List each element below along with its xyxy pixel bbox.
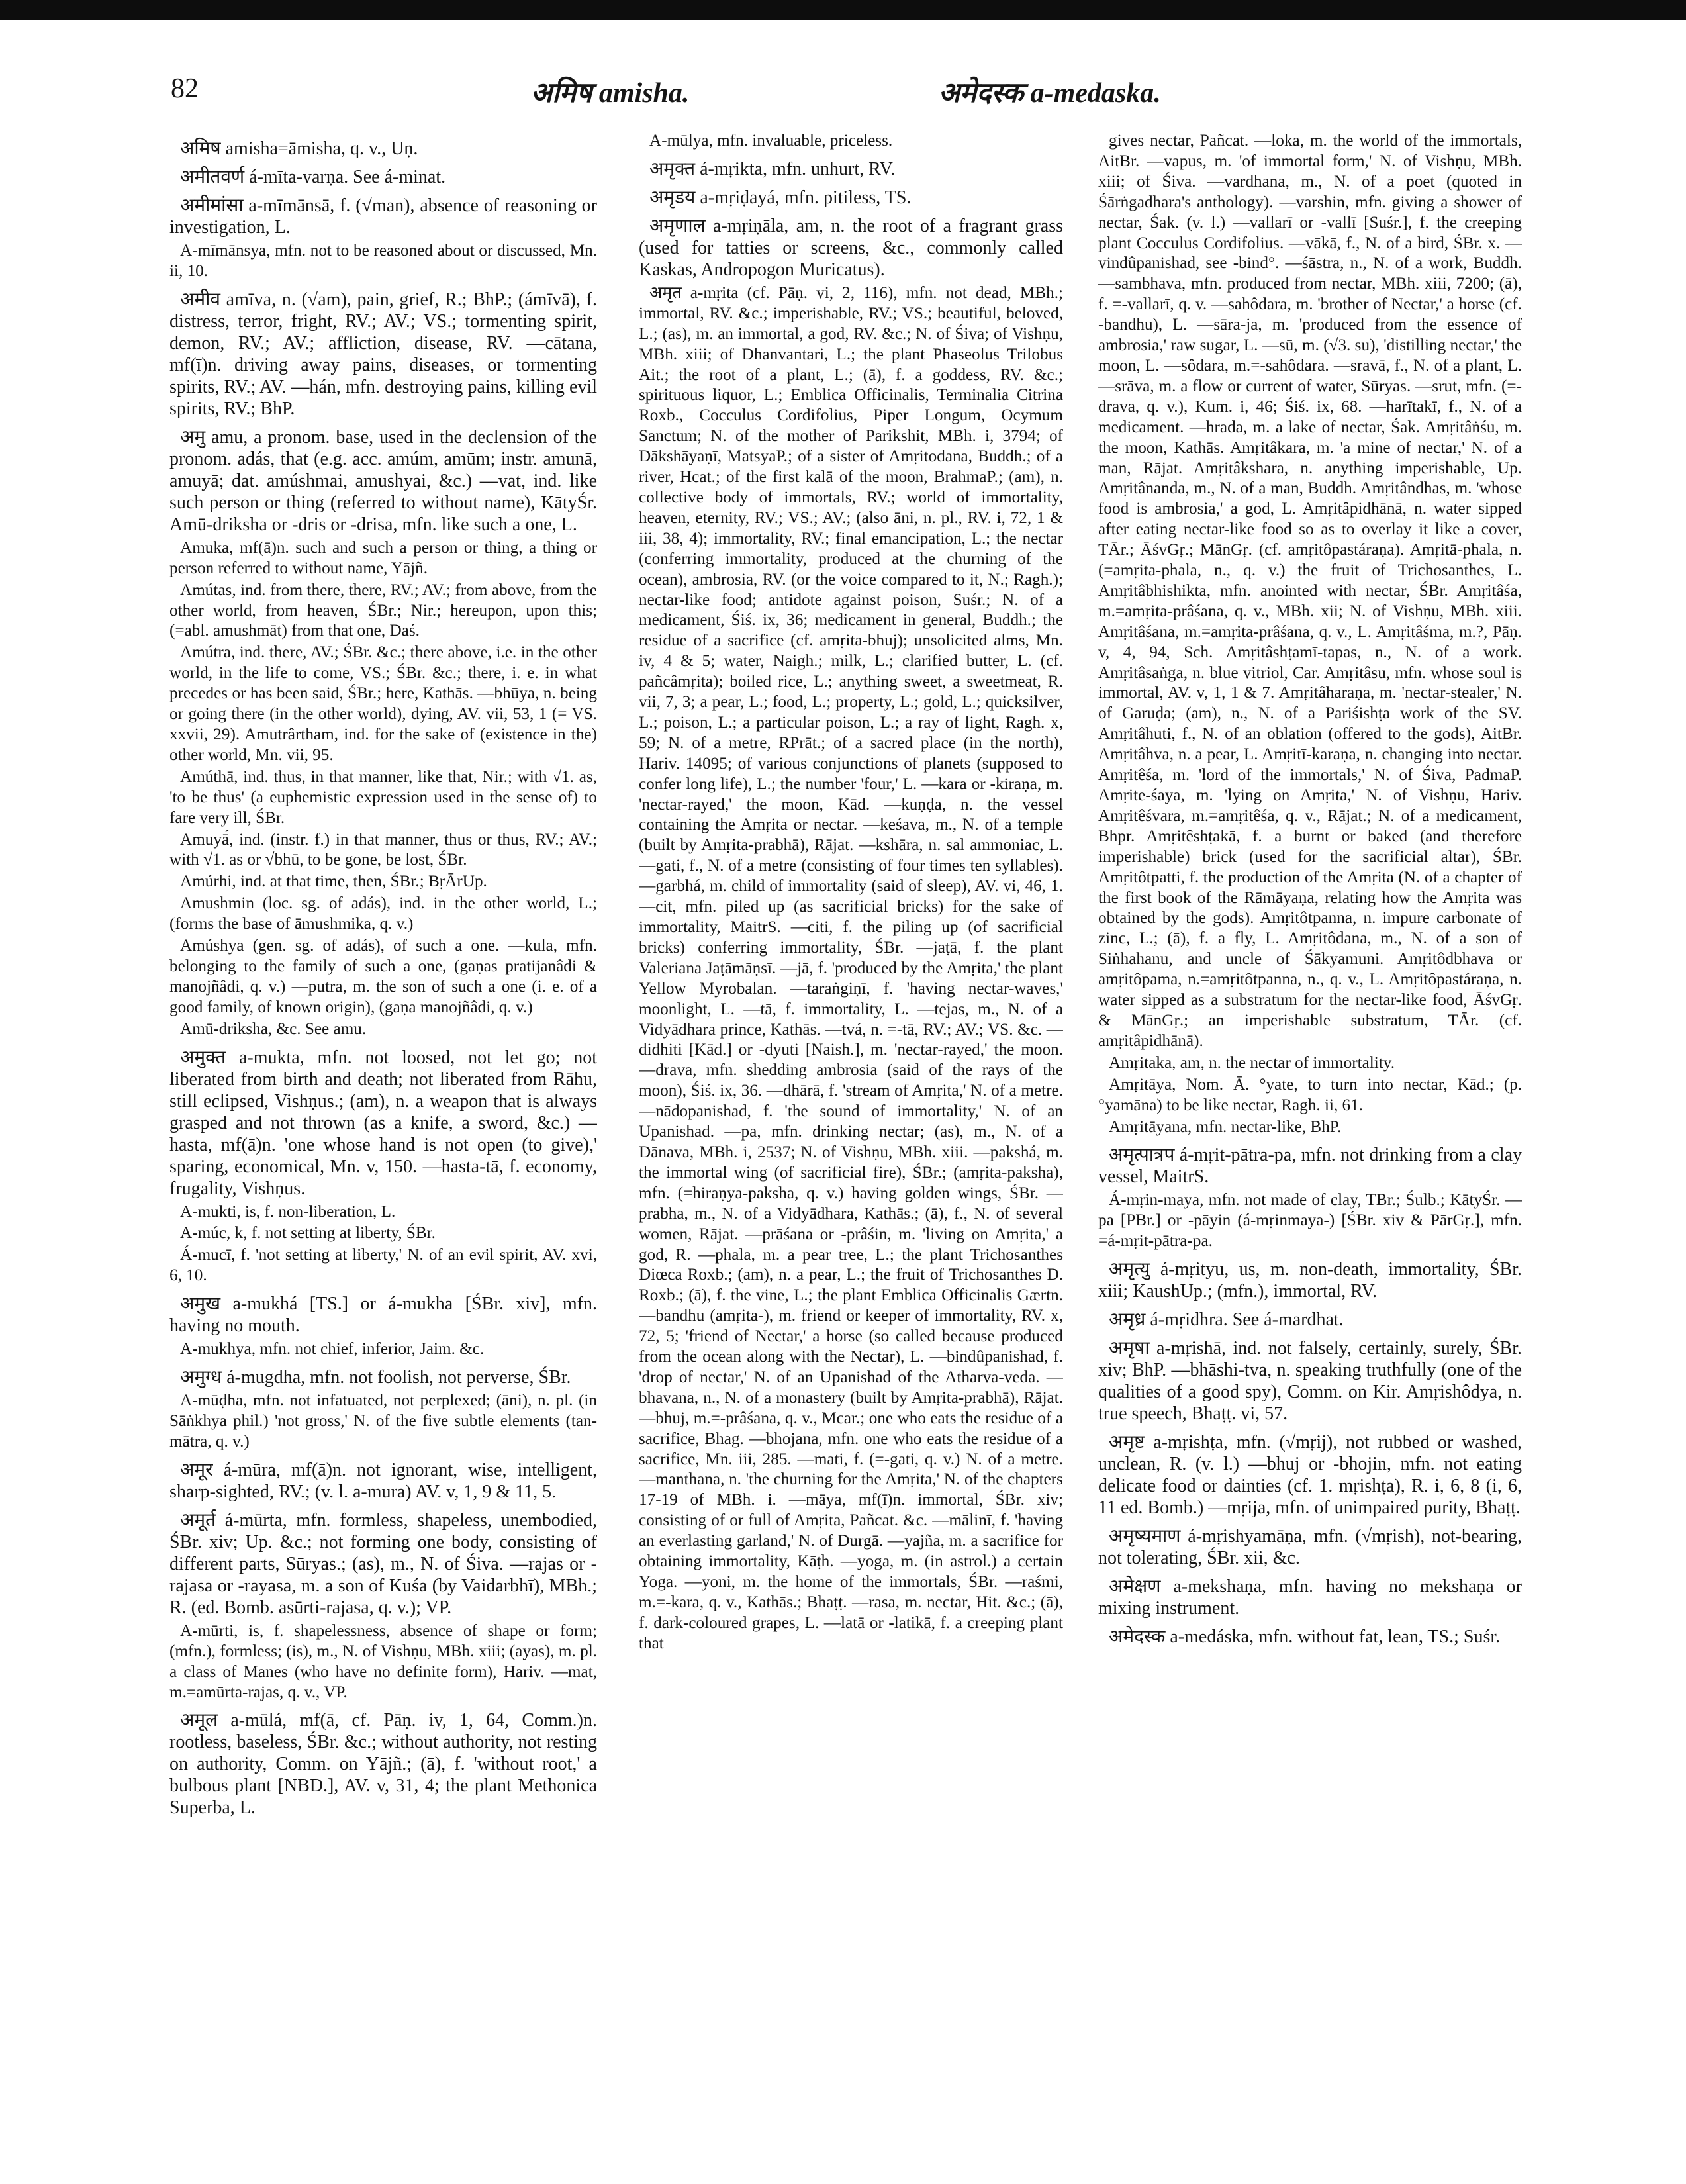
dictionary-entry: A-mūḍha, mfn. not infatuated, not perplexed; (āni), n. pl. (in Sāṅkhya phil.) 'not gross,' N. of the five subtle elements (tan-mātra, q. v.) [169, 1392, 597, 1450]
dictionary-entry: अमृषा a-mṛishā, ind. not falsely, certainly, surely, ŚBr. xiv; BhP. —bhāshi-tva, n. speaking truthfully (one of the qualities of a good spy), Comm. on Kir. Amṛishôdya, n. true speech, Bhaṭṭ. vi, 57. [1098, 1338, 1522, 1425]
dictionary-entry: A-mukhya, mfn. not chief, inferior, Jaim. &c. [180, 1340, 485, 1358]
dictionary-entry: अमेदस्क a-medáska, mfn. without fat, lean, TS.; Suśr. [1109, 1627, 1501, 1648]
dictionary-entry: Amúrhi, ind. at that time, then, ŚBr.; BṛĀrUp. [180, 873, 487, 891]
dictionary-entry: अमिष amisha=āmisha, q. v., Uṇ. [180, 138, 418, 159]
dictionary-entry: अमीव amīva, n. (√am), pain, grief, R.; BhP.; (ámīvā), f. distress, terror, fright, RV.; AV.; VS.; tormenting spirit, demon, RV.; AV.; affliction, disease, RV. —cātana, mf(ī)n. driving away pains, diseases, or tormenting spirits, RV.; AV. —hán, mfn. destroying pains, killing evil spirits, RV.; BhP. [169, 289, 597, 419]
column-3 [1098, 131, 1522, 2167]
dictionary-entry: A-mīmānsya, mfn. not to be reasoned about or discussed, Mn. ii, 10. [169, 242, 597, 280]
dictionary-entry: A-múc, k, f. not setting at liberty, ŚBr. [180, 1224, 436, 1243]
dictionary-entry: अमृणाल a-mṛiṇāla, am, n. the root of a fragrant grass (used for tatties or screens, &c., commonly called Kaskas, Andropogon Muricatus). [639, 215, 1063, 280]
dictionary-entry: Á-mṛin-maya, mfn. not made of clay, TBr.; Śulb.; KātyŚr. —pa [PBr.] or -pāyin (á-mṛinmaya-) [ŚBr. xiv & PārGṛ.], mfn. =á-mṛit-pātra-pa. [1098, 1191, 1522, 1251]
column-2 [639, 131, 1063, 2167]
dictionary-entry: gives nectar, Pañcat. —loka, m. the world of the immortals, AitBr. —vapus, m. 'of immortal form,' N. of Vishṇu, MBh. xiii; of Śiva. —vardhana, m., N. of a poet (quoted in Śārṅgadhara's anthology). —varshin, mfn. giving a shower of nectar, Śak. (v. l.) —vallarī or -vallī [Suśr.], f. the creeping plant Cocculus Cordifolius. —vākā, f., N. of a bird, ŚBr. x. —vindûpanishad, see -bind°. —śāstra, n., N. of a work, Buddh. —sambhava, mfn. produced from nectar, MBh. xiii, 7200; (ā), f. =-vallarī, q. v. —sahôdara, m. 'brother of Nectar,' a horse (cf. -bandhu), L. —sāra-ja, m. 'produced from the essence of ambrosia,' raw sugar, L. —sū, m. (√3. su), 'distilling nectar,' the moon, L. —sôdara, m.=-sahôdara. —sravā, f., N. of a plant, L. —srāva, m. a flow or current of water, Sūryas. —srut, mfn. (=-drava, q. v.), Kum. i, 46; Śiś. ix, 68. —harītakī, f., N. of a medicament. —hrada, m. a lake of nectar, Śak. Amṛitâṅśu, m. the moon, Kathās. Amṛitâkara, m. 'a mine of nectar,' N. of a man, Rājat. Amṛitâkshara, n. anything imperishable, Up. Amṛitânanda, m., N. of a man, Buddh. Amṛitândhas, m. 'whose food is ambrosia,' a god, L. Amṛitâpidhānā, n. water sipped after eating nectar-like food so as to overlay it like a cover, TĀr.; ĀśvGṛ.; MānGṛ. (cf. amṛitôpastáraṇa). Amṛitā-phala, n. (=amṛita-phala, n., q. v.) the fruit of Trichosanthes, L. Amṛitâbhishikta, mfn. anointed with nectar, ŚBr. Amṛitâśa, m.=amṛita-prâśana, q. v., MBh. xii; N. of Vishṇu, MBh. xiii. Amṛitâśana, m.=amṛita-prâśana, q. v., L. Amṛitâśma, m.?, Pāṇ. v, 4, 94, Sch. Amṛitâshṭamī-tapas, n., N. of a work. Amṛitâsaṅga, n. blue vitriol, Car. Amṛitâsu, mfn. whose soul is immortal, AV. v, 1, 1 & 7. Amṛitâharaṇa, m. 'nectar-stealer,' N. of Garuḍa; (am), n., N. of a Pariśishṭa work of the SV. Amṛitâhuti, f., N. of an oblation (offered to the gods), AitBr. Amṛitâhva, n. a pear, L. Amṛitī-karaṇa, n. changing into nectar. Amṛitêśa, m. 'lord of the immortals,' N. of Śiva, PadmaP. Amṛite-śaya, m. 'lying on Amṛita,' N. of Vishṇu, Hariv. Amṛitêśvara, m.=amṛitêśa, q. v., Rājat.; N. of a medicament, Bhpr. Amṛitêshṭakā, f. a burnt or baked (and therefore imperishable) brick (used for the sacrificial altar), ŚBr. Amṛitôtpatti, f. the production of the Amṛita (N. of a chapter of the first book of the Rāmāyaṇa, relating how the Amṛita was obtained by the gods). Amṛitôtpanna, n. impure carbonate of zinc, L.; (ā), f. a fly, L. Amṛitôdana, m., N. of a son of Siṅhahanu, and uncle of Śākyamuni. Amṛitôdbhava or amṛitôpama, n.=amṛitôtpanna, n., q. v., L. Amṛitôpastáraṇa, n. water sipped as a substratum for the nectar-like food, ĀśvGṛ. & MānGṛ.; an imperishable substratum, TĀr. (cf. amṛitâpidhānā). [1098, 132, 1522, 1050]
dictionary-entry: अमृष्यमाण á-mṛishyamāṇa, mfn. (√mṛish), not-bearing, not tolerating, ŚBr. xii, &c. [1098, 1526, 1522, 1569]
dictionary-entry: A-mūrti, is, f. shapelessness, absence of shape or form; (mfn.), formless; (is), m., N. of Vishṇu, MBh. xiii; (ayas), m. pl. a class of Manes (who have no definite form), Hariv. —mat, m.=amūrta-rajas, q. v., VP. [169, 1621, 597, 1701]
dictionary-entry: Amṛitaka, am, n. the nectar of immortality. [1109, 1053, 1395, 1072]
dictionary-entry: अमृक्त á-mṛikta, mfn. unhurt, RV. [649, 158, 896, 179]
dictionary-entry: अमृष्ट a-mṛishṭa, mfn. (√mṛij), not rubbed or washed, unclean, R. (v. l.) —bhuj or -bhojin, mfn. not eating delicate food or dainties (cf. 1. mṛishṭa), R. i, 6, 8 (i, 6, 11 ed. Bomb.) —mṛija, mfn. of unimpaired purity, Bhaṭṭ. [1098, 1432, 1522, 1519]
dictionary-entry: Amṛitāyana, mfn. nectar-like, BhP. [1109, 1117, 1342, 1136]
dictionary-entry: अमूर á-mūra, mf(ā)n. not ignorant, wise, intelligent, sharp-sighted, RV.; (v. l. a-mura) AV. v, 1, 9 & 11, 5. [169, 1459, 597, 1502]
left-running-head: अमिष amisha. [531, 78, 690, 109]
dictionary-entry: Amútas, ind. from there, there, RV.; AV.; from above, from the other world, from heaven, ŚBr.; Nir.; hereupon, upon this; (=abl. amushmāt) from that one, Daś. [169, 581, 597, 640]
dictionary-entry: अमुख a-mukhá [TS.] or á-mukha [ŚBr. xiv], mfn. having no mouth. [169, 1294, 597, 1337]
dictionary-entry: अमृत्पात्रप á-mṛit-pātra-pa, mfn. not drinking from a clay vessel, MaitrS. [1098, 1145, 1522, 1188]
dictionary-entry: अमूर्त á-mūrta, mfn. formless, shapeless, unembodied, ŚBr. xiv; Up. &c.; not forming one body, consisting of different parts, Sūryas.; (as), m., N. of Śiva. —rajas or -rajasa or -rayasa, m. a son of Kuśa (by Vaidarbhī), MBh.; R. (ed. Bomb. asūrti-rajasa, q. v.); VP. [169, 1509, 597, 1618]
dictionary-entry: अमृडय a-mṛiḍayá, mfn. pitiless, TS. [649, 187, 912, 208]
top-border-bar [0, 0, 1686, 20]
dictionary-entry: Amushmin (loc. sg. of adás), ind. in the other world, L.; (forms the base of āmushmika, q. v.) [169, 894, 597, 933]
dictionary-entry: Á-mucī, f. 'not setting at liberty,' N. of an evil spirit, AV. xvi, 6, 10. [169, 1246, 597, 1285]
dictionary-entry: अमृत a-mṛita (cf. Pāṇ. vi, 2, 116), mfn. not dead, MBh.; immortal, RV. &c.; imperishable, RV.; VS.; beautiful, beloved, L.; (as), m. an immortal, a god, RV. &c.; N. of Śiva; of Vishṇu, MBh. xiii; of Dhanvantari, L.; the plant Phaseolus Trilobus Ait.; the root of a plant, L.; (ā), f. a goddess, RV. &c.; spirituous liquor, L.; Emblica Officinalis, Terminalia Citrina Roxb., Cocculus Cordifolius, Piper Longum, Ocymum Sanctum; N. of the mother of Parikshit, MBh. i, 3794; of Dākshāyaṇī, MatsyaP.; of a sister of Amṛitodana, Buddh.; of a river, Hcat.; of the first kalā of the moon, BrahmaP.; (am), n. collective body of immortals, RV.; world of immortality, heaven, eternity, RV.; VS.; AV.; (also āni, n. pl., RV. i, 72, 1 & iii, 38, 4); immortality, RV.; final emancipation, L.; the nectar (conferring immortality, produced at the churning of the ocean), ambrosia, RV. (or the voice compared to it, N.; Ragh.); nectar-like food; antidote against poison, Suśr.; N. of a medicament, Śiś. ix, 36; medicament in general, Buddh.; the residue of a sacrifice (cf. amṛita-bhuj); unsolicited alms, Mn. iv, 4 & 5; water, Naigh.; milk, L.; clarified butter, L. (cf. pañcâmṛita); boiled rice, L.; anything sweet, a sweetmeat, R. vii, 7, 3; a pear, L.; food, L.; property, L.; gold, L.; quicksilver, L.; poison, L.; a particular poison, L.; a ray of light, Ragh. x, 59; N. of a metre, RPrāt.; of a sacred place (in the north), Hariv. 14095; of various conjunctions of planets (supposed to confer long life), L.; the number 'four,' L. —kara or -kiraṇa, m. 'nectar-rayed,' the moon, Kād. —kuṇḍa, n. the vessel containing the Amṛita or nectar. —keśava, m., N. of a temple (built by Amṛita-prabhā), Rājat. —kshāra, n. sal ammoniac, L. —gati, f., N. of a metre (consisting of four times ten syllables). —garbhá, m. child of immortality (said of sleep), AV. vi, 46, 1. —cit, mfn. piled up (as sacrificial bricks) for the sake of immortality, MaitrS. —citi, f. the piling up (of sacrificial bricks) conferring immortality, ŚBr. —jaṭā, f. the plant Valeriana Jaṭāmāṇsī. —jā, f. 'produced by the Amṛita,' the plant Yellow Myrobalan. —taraṅgiṇī, f. 'having nectar-waves,' moonlight, L. —tā, f. immortality, L. —tejas, m., N. of a Vidyādhara prince, Kathās. —tvá, n. =-tā, RV.; AV.; VS. &c. —didhiti [Kād.] or -dyuti [Naish.], m. 'nectar-rayed,' the moon. —drava, mfn. shedding ambrosia (said of the rays of the moon), Śiś. ix, 36. —dhārā, f. 'stream of Amṛita,' N. of a metre. —nādopanishad, f. 'the sound of immortality,' N. of an Upanishad. —pa, mfn. drinking nectar; (as), m., N. of a Dānava, MBh. i, 2537; N. of Vishṇu, MBh. xiii. —pakshá, m. the immortal wing (of sacrificial fire), ŚBr.; (amṛita-paksha), mfn. (=hiraṇya-paksha, q. v.) having golden wings, ŚBr. —prabha, m., N. of a Vidyādhara, Kathās.; (ā), f., N. of several women, Rājat. —prāśana or -prâśin, m. 'living on Amṛita,' a god, R. —phala, m. a pear tree, L.; the plant Trichosanthes Diœca Roxb.; (am), n. a pear, L.; the fruit of Trichosanthes D. Roxb.; (ā), f. the vine, L.; the plant Emblica Officinalis Gærtn. —bandhu (amṛita-), m. friend or keeper of immortality, RV. x, 72, 5; 'friend of Nectar,' a horse (so called because produced from the ocean along with the Nectar), L. —bindûpanishad, f. 'drop of nectar,' N. of an Upanishad of the Atharva-veda. —bhavana, n., N. of a monastery (built by Amṛita-prabhā), Rājat. —bhuj, m.=-prâśana, q. v., Mcar.; one who eats the residue of a sacrifice, Bhag. —bhojana, mfn. one who eats the residue of a sacrifice, Mn. iii, 285. —mati, f. (=-gati, q. v.) N. of a metre. —manthana, n. 'the churning for the Amṛita,' N. of the chapters 17-19 of MBh. i. —māya, mf(ī)n. immortal, ŚBr. xiv; consisting of or full of Amṛita, Pañcat. &c. —mālinī, f. 'having an everlasting garland,' N. of Durgā. —yajña, m. a sacrifice for obtaining immortality, Kāṭh. —yoga, m. (in astrol.) a certain Yoga. —yoni, m. the home of the immortals, ŚBr. —raśmi, m.=-kara, q. v., Kathās.; Bhaṭṭ. —rasa, m. nectar, Hit. &c.; (ā), f. dark-coloured grapes, L. —latā or -latikā, f. a creeping plant that [639, 283, 1063, 1652]
dictionary-entry: अमृध्र á-mṛidhra. See á-mardhat. [1109, 1309, 1344, 1331]
dictionary-entry: अमु amu, a pronom. base, used in the declension of the pronom. adás, that (e.g. acc. amúm, amūm; instr. amunā, amuyā; dat. amúshmai, amushyai, &c.) —vat, ind. like such person or thing (referred to without name), KātyŚr. Amū-driksha or -dris or -drisa, mfn. like such a one, L. [169, 426, 597, 535]
dictionary-entry: अमीतवर्ण á-mīta-varṇa. See á-minat. [180, 167, 446, 187]
page-header [0, 73, 1686, 119]
dictionary-entry: Amúthā, ind. thus, in that manner, like that, Nir.; with √1. as, 'to be thus' (a euphemistic expression used in the sense of) to fare very ill, ŚBr. [169, 767, 597, 827]
dictionary-entry: Amúshya (gen. sg. of adás), of such a one. —kula, mfn. belonging to the family of such a one, (gaṇas pratijanâdi & manojñâdi, q. v.) —putra, m. the son of such a one (i. e. of a good family, of known origin), (gaṇa manojñâdi, q. v.) [169, 937, 597, 1016]
right-running-head: अमेदस्क a-medaska. [939, 78, 1161, 109]
dictionary-entry: अमूल a-mūlá, mf(ā, cf. Pāṇ. iv, 1, 64, Comm.)n. rootless, baseless, ŚBr. &c.; without authority, not resting on authority, Comm. on Yājñ.; (ā), f. 'without root,' a bulbous plant [NBD.], AV. v, 31, 4; the plant Methonica Superba, L. [169, 1710, 597, 1819]
dictionary-entry: Amuka, mf(ā)n. such and such a person or thing, a thing or person referred to without name, Yājñ. [169, 538, 597, 577]
dictionary-entry: अमेक्षण a-mekshaṇa, mfn. having no mekshaṇa or mixing instrument. [1098, 1576, 1522, 1619]
dictionary-entry: अमीमांसा a-mīmānsā, f. (√man), absence of reasoning or investigation, L. [169, 195, 597, 238]
dictionary-entry: अमुक्त a-mukta, mfn. not loosed, not let go; not liberated from birth and death; not liberated from Rāhu, still eclipsed, Vishṇus.; (am), n. a weapon that is always grasped and not thrown (as a knife, a sword, &c.) —hasta, mf(ā)n. 'one whose hand is not open (to give),' sparing, economical, Mn. v, 150. —hasta-tā, f. economy, frugality, Vishṇus. [169, 1047, 597, 1199]
column-1 [169, 131, 597, 2167]
dictionary-entry: Amū-driksha, &c. See amu. [180, 1020, 367, 1038]
dictionary-entry: अमृत्यु á-mṛityu, us, m. non-death, immortality, ŚBr. xiii; KaushUp.; (mfn.), immortal, RV. [1098, 1259, 1522, 1302]
dictionary-entry: Amuyā́, ind. (instr. f.) in that manner, thus or thus, RV.; AV.; with √1. as or √bhū, to be gone, be lost, ŚBr. [169, 830, 597, 869]
dictionary-entry: A-mukti, is, f. non-liberation, L. [180, 1202, 396, 1221]
page-number: 82 [171, 73, 199, 104]
dictionary-entry: A-mūlya, mfn. invaluable, priceless. [649, 132, 893, 150]
dictionary-entry: अमुग्ध á-mugdha, mfn. not foolish, not perverse, ŚBr. [180, 1367, 571, 1388]
dictionary-entry: Amútra, ind. there, AV.; ŚBr. &c.; there above, i.e. in the other world, in the life to come, VS.; ŚBr. &c.; there, i. e. in what precedes or has been said, ŚBr.; here, Kathās. —bhūya, n. being or going there (in the other world), dying, AV. vii, 53, 1 (= VS. xxvii, 29). Amutrârtham, ind. for the sake of (existence in the) other world, Mn. vii, 95. [169, 643, 597, 764]
dictionary-entry: Amṛitāya, Nom. Ā. °yate, to turn into nectar, Kād.; (p. °yamāna) to be like nectar, Ragh. ii, 61. [1098, 1075, 1522, 1114]
